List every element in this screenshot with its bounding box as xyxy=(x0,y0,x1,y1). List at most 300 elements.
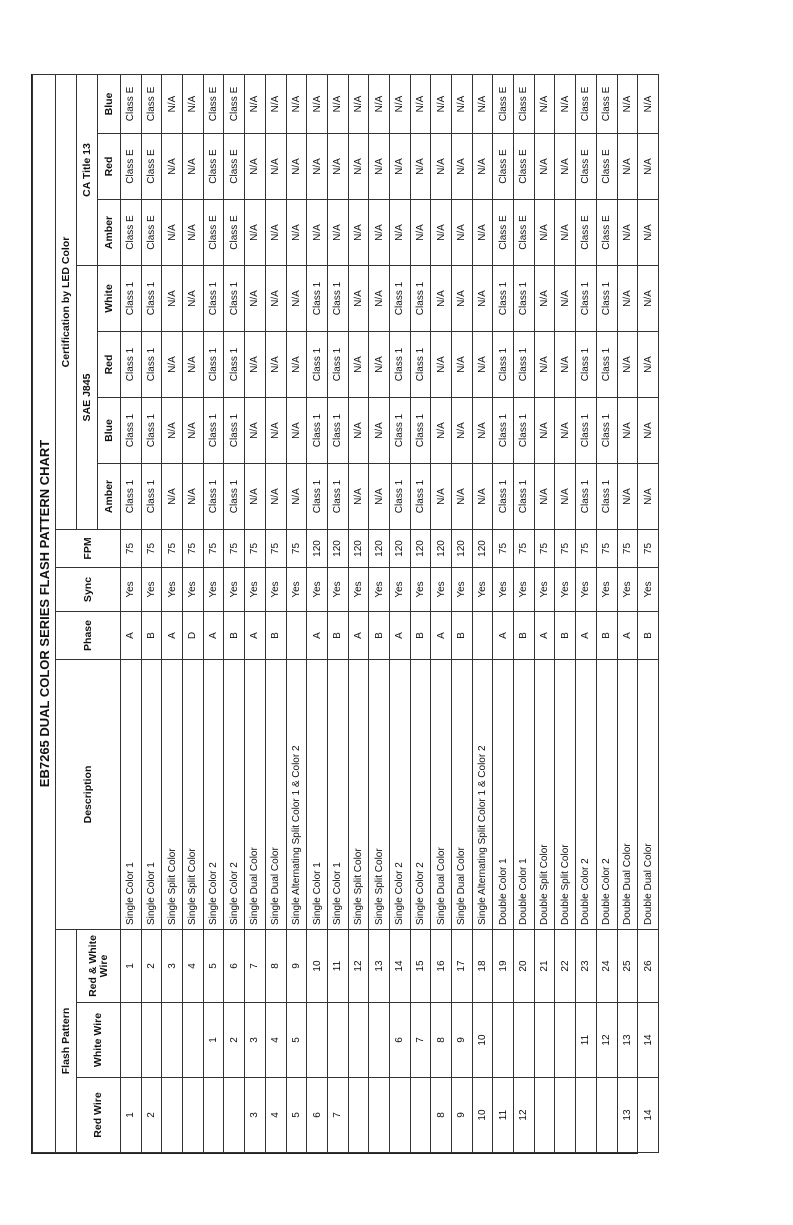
phase-cell: A xyxy=(576,612,597,660)
sync-cell: Yes xyxy=(596,568,617,612)
sae-red-cell: N/A xyxy=(638,332,659,398)
sae-red-cell: Class 1 xyxy=(596,332,617,398)
table-row xyxy=(431,74,452,1152)
fpm-header: FPM xyxy=(56,530,121,568)
sae-red-cell: Class 1 xyxy=(307,332,328,398)
sae-amber-cell: N/A xyxy=(245,464,266,530)
white-wire-header: White Wire xyxy=(77,1003,121,1078)
sae-red-cell: Class 1 xyxy=(203,332,224,398)
sae-amber-cell: N/A xyxy=(431,464,452,530)
description-cell: Double Dual Color xyxy=(617,660,638,930)
red-wire-cell: 5 xyxy=(286,1078,307,1153)
sae-blue-cell: N/A xyxy=(369,398,390,464)
fpm-cell: 75 xyxy=(617,530,638,568)
table-row xyxy=(348,74,369,1152)
sync-cell: Yes xyxy=(638,568,659,612)
white-wire-cell xyxy=(121,1003,142,1078)
sae-amber-cell: Class 1 xyxy=(121,464,142,530)
fpm-cell: 75 xyxy=(555,530,576,568)
ca-amber-cell: N/A xyxy=(286,200,307,266)
sae-blue-cell: Class 1 xyxy=(389,398,410,464)
red-wire-cell: 7 xyxy=(327,1078,348,1153)
white-wire-cell: 7 xyxy=(410,1003,431,1078)
sae-red-cell: Class 1 xyxy=(493,332,514,398)
ca-blue-cell: N/A xyxy=(307,74,328,133)
white-wire-cell: 3 xyxy=(245,1003,266,1078)
white-wire-cell xyxy=(514,1003,535,1078)
sync-cell: Yes xyxy=(265,568,286,612)
sae-red-cell: Class 1 xyxy=(141,332,162,398)
red-wire-cell: 9 xyxy=(452,1078,473,1153)
sae-red-cell: N/A xyxy=(431,332,452,398)
ca-red-cell: Class E xyxy=(493,134,514,200)
phase-cell: A xyxy=(431,612,452,660)
ca-red-cell: Class E xyxy=(596,134,617,200)
sync-cell: Yes xyxy=(141,568,162,612)
sae-red-cell: N/A xyxy=(617,332,638,398)
table-row xyxy=(638,74,659,1152)
sync-cell: Yes xyxy=(286,568,307,612)
sae-amber-cell: N/A xyxy=(617,464,638,530)
white-wire-cell: 2 xyxy=(224,1003,245,1078)
sae-red-cell: N/A xyxy=(162,332,183,398)
sae-white-cell: N/A xyxy=(431,266,452,332)
table-row xyxy=(452,74,473,1152)
red-white-wire-cell: 24 xyxy=(596,930,617,1003)
red-wire-cell: 2 xyxy=(141,1078,162,1153)
ca-amber-cell: N/A xyxy=(369,200,390,266)
ca-red-cell: N/A xyxy=(431,134,452,200)
rotated-chart xyxy=(32,75,654,1153)
sae-blue-cell: N/A xyxy=(452,398,473,464)
fpm-cell: 120 xyxy=(369,530,390,568)
red-wire-cell xyxy=(534,1078,555,1153)
fpm-cell: 75 xyxy=(121,530,142,568)
phase-cell: B xyxy=(514,612,535,660)
sae-blue-cell: N/A xyxy=(534,398,555,464)
phase-cell: B xyxy=(596,612,617,660)
table-row xyxy=(555,74,576,1152)
white-wire-cell: 12 xyxy=(596,1003,617,1078)
red-white-wire-header: Red & White Wire xyxy=(77,930,121,1003)
sae-amber-cell: N/A xyxy=(369,464,390,530)
ca-blue-cell: Class E xyxy=(141,74,162,133)
sae-red-cell: Class 1 xyxy=(389,332,410,398)
description-cell: Single Color 1 xyxy=(121,660,142,930)
sae-blue-cell: Class 1 xyxy=(410,398,431,464)
description-cell: Single Split Color xyxy=(183,660,204,930)
flash-pattern-header: Flash Pattern xyxy=(56,930,77,1153)
ca-red-cell: N/A xyxy=(534,134,555,200)
table-row xyxy=(617,74,638,1152)
description-cell: Double Color 2 xyxy=(576,660,597,930)
ca-amber-cell: N/A xyxy=(327,200,348,266)
sae-amber-header: Amber xyxy=(98,464,121,530)
sae-red-cell: Class 1 xyxy=(121,332,142,398)
phase-cell: B xyxy=(638,612,659,660)
phase-cell: A xyxy=(534,612,555,660)
sae-amber-cell: N/A xyxy=(162,464,183,530)
red-white-wire-cell: 22 xyxy=(555,930,576,1003)
table-row xyxy=(141,74,162,1152)
sync-cell: Yes xyxy=(121,568,142,612)
phase-cell: B xyxy=(410,612,431,660)
sae-blue-cell: Class 1 xyxy=(141,398,162,464)
red-white-wire-cell: 14 xyxy=(389,930,410,1003)
description-cell: Double Color 1 xyxy=(493,660,514,930)
ca-amber-cell: N/A xyxy=(389,200,410,266)
table-row xyxy=(162,74,183,1152)
sae-amber-cell: Class 1 xyxy=(410,464,431,530)
description-cell: Single Dual Color xyxy=(245,660,266,930)
ca-amber-cell: N/A xyxy=(452,200,473,266)
sync-cell: Yes xyxy=(555,568,576,612)
red-white-wire-cell: 25 xyxy=(617,930,638,1003)
description-cell: Single Color 2 xyxy=(203,660,224,930)
table-row xyxy=(534,74,555,1152)
table-row xyxy=(203,74,224,1152)
sae-red-cell: N/A xyxy=(245,332,266,398)
table-row xyxy=(265,74,286,1152)
sae-blue-cell: N/A xyxy=(617,398,638,464)
red-wire-cell: 13 xyxy=(617,1078,638,1153)
red-white-wire-cell: 15 xyxy=(410,930,431,1003)
phase-cell: A xyxy=(493,612,514,660)
red-white-wire-cell: 12 xyxy=(348,930,369,1003)
sae-white-cell: Class 1 xyxy=(141,266,162,332)
sae-blue-cell: Class 1 xyxy=(224,398,245,464)
red-white-wire-cell: 1 xyxy=(121,930,142,1003)
ca-blue-cell: Class E xyxy=(493,74,514,133)
description-cell: Single Color 1 xyxy=(141,660,162,930)
ca-blue-cell: N/A xyxy=(183,74,204,133)
sae-red-cell: N/A xyxy=(265,332,286,398)
sae-red-cell: N/A xyxy=(555,332,576,398)
ca-amber-cell: N/A xyxy=(265,200,286,266)
ca-blue-cell: Class E xyxy=(596,74,617,133)
sae-amber-cell: Class 1 xyxy=(596,464,617,530)
sync-cell: Yes xyxy=(493,568,514,612)
sae-white-cell: Class 1 xyxy=(121,266,142,332)
white-wire-cell: 5 xyxy=(286,1003,307,1078)
white-wire-cell: 6 xyxy=(389,1003,410,1078)
fpm-cell: 75 xyxy=(493,530,514,568)
ca-red-cell: N/A xyxy=(245,134,266,200)
sync-cell: Yes xyxy=(617,568,638,612)
description-cell: Single Alternating Split Color 1 & Color 2 xyxy=(472,660,493,930)
red-wire-cell: 8 xyxy=(431,1078,452,1153)
red-wire-cell xyxy=(183,1078,204,1153)
sae-red-cell: N/A xyxy=(472,332,493,398)
white-wire-cell xyxy=(307,1003,328,1078)
red-white-wire-cell: 6 xyxy=(224,930,245,1003)
phase-cell: A xyxy=(245,612,266,660)
ca-red-cell: Class E xyxy=(514,134,535,200)
phase-cell xyxy=(286,612,307,660)
fpm-cell: 120 xyxy=(348,530,369,568)
fpm-cell: 75 xyxy=(203,530,224,568)
ca-blue-cell: N/A xyxy=(162,74,183,133)
ca-red-cell: N/A xyxy=(327,134,348,200)
red-white-wire-cell: 18 xyxy=(472,930,493,1003)
sync-cell: Yes xyxy=(224,568,245,612)
ca-amber-cell: Class E xyxy=(596,200,617,266)
fpm-cell: 120 xyxy=(327,530,348,568)
red-wire-cell xyxy=(369,1078,390,1153)
flash-pattern-sheet xyxy=(31,74,654,1154)
sae-blue-cell: N/A xyxy=(162,398,183,464)
white-wire-cell xyxy=(555,1003,576,1078)
sync-cell: Yes xyxy=(389,568,410,612)
table-row xyxy=(389,74,410,1152)
sae-blue-cell: Class 1 xyxy=(493,398,514,464)
fpm-cell: 120 xyxy=(410,530,431,568)
table-body xyxy=(121,74,659,1152)
sae-white-cell: N/A xyxy=(348,266,369,332)
sae-red-cell: Class 1 xyxy=(327,332,348,398)
sae-white-cell: N/A xyxy=(555,266,576,332)
ca-blue-cell: N/A xyxy=(348,74,369,133)
white-wire-cell: 4 xyxy=(265,1003,286,1078)
sae-blue-cell: Class 1 xyxy=(514,398,535,464)
table-row xyxy=(369,74,390,1152)
white-wire-cell: 9 xyxy=(452,1003,473,1078)
table-row xyxy=(183,74,204,1152)
sae-j845-header: SAE J845 xyxy=(77,266,98,530)
description-cell: Single Alternating Split Color 1 & Color 2 xyxy=(286,660,307,930)
sae-red-cell: N/A xyxy=(534,332,555,398)
red-white-wire-cell: 20 xyxy=(514,930,535,1003)
sae-white-cell: Class 1 xyxy=(514,266,535,332)
white-wire-cell xyxy=(141,1003,162,1078)
sae-white-cell: N/A xyxy=(472,266,493,332)
red-white-wire-cell: 2 xyxy=(141,930,162,1003)
sae-white-cell: N/A xyxy=(265,266,286,332)
ca-blue-cell: N/A xyxy=(452,74,473,133)
sae-amber-cell: N/A xyxy=(348,464,369,530)
fpm-cell: 75 xyxy=(245,530,266,568)
phase-cell: A xyxy=(348,612,369,660)
ca-amber-cell: N/A xyxy=(245,200,266,266)
phase-cell: B xyxy=(555,612,576,660)
description-cell: Double Split Color xyxy=(534,660,555,930)
description-cell: Single Split Color xyxy=(348,660,369,930)
description-cell: Single Dual Color xyxy=(452,660,473,930)
ca-blue-cell: N/A xyxy=(638,74,659,133)
red-wire-cell: 6 xyxy=(307,1078,328,1153)
white-wire-cell: 14 xyxy=(638,1003,659,1078)
ca-blue-cell: N/A xyxy=(369,74,390,133)
sae-amber-cell: N/A xyxy=(183,464,204,530)
fpm-cell: 75 xyxy=(596,530,617,568)
sae-white-cell: N/A xyxy=(245,266,266,332)
sae-white-cell: Class 1 xyxy=(389,266,410,332)
white-wire-cell: 13 xyxy=(617,1003,638,1078)
sae-white-cell: N/A xyxy=(183,266,204,332)
ca-blue-cell: N/A xyxy=(555,74,576,133)
red-white-wire-cell: 26 xyxy=(638,930,659,1003)
red-wire-cell xyxy=(555,1078,576,1153)
phase-cell: D xyxy=(183,612,204,660)
sync-cell: Yes xyxy=(576,568,597,612)
phase-cell: B xyxy=(327,612,348,660)
ca-amber-cell: N/A xyxy=(307,200,328,266)
sync-cell: Yes xyxy=(431,568,452,612)
sae-amber-cell: Class 1 xyxy=(203,464,224,530)
ca-blue-cell: Class E xyxy=(203,74,224,133)
white-wire-cell xyxy=(348,1003,369,1078)
sae-white-header: White xyxy=(98,266,121,332)
phase-cell: A xyxy=(389,612,410,660)
sae-amber-cell: N/A xyxy=(286,464,307,530)
red-white-wire-cell: 7 xyxy=(245,930,266,1003)
red-white-wire-cell: 8 xyxy=(265,930,286,1003)
sae-blue-cell: Class 1 xyxy=(576,398,597,464)
phase-cell: B xyxy=(369,612,390,660)
red-wire-cell: 3 xyxy=(245,1078,266,1153)
ca-amber-cell: Class E xyxy=(576,200,597,266)
fpm-cell: 120 xyxy=(431,530,452,568)
sae-blue-cell: Class 1 xyxy=(596,398,617,464)
ca-blue-cell: N/A xyxy=(534,74,555,133)
sae-blue-cell: Class 1 xyxy=(203,398,224,464)
ca-amber-cell: N/A xyxy=(162,200,183,266)
ca-red-cell: N/A xyxy=(307,134,328,200)
sync-cell: Yes xyxy=(327,568,348,612)
fpm-cell: 75 xyxy=(162,530,183,568)
red-white-wire-cell: 5 xyxy=(203,930,224,1003)
ca-red-cell: N/A xyxy=(162,134,183,200)
sae-amber-cell: N/A xyxy=(534,464,555,530)
fpm-cell: 75 xyxy=(286,530,307,568)
fpm-cell: 75 xyxy=(141,530,162,568)
sync-cell: Yes xyxy=(162,568,183,612)
ca-red-cell: Class E xyxy=(141,134,162,200)
sae-amber-cell: Class 1 xyxy=(327,464,348,530)
ca-amber-header: Amber xyxy=(98,200,121,266)
red-wire-cell: 14 xyxy=(638,1078,659,1153)
sync-cell: Yes xyxy=(245,568,266,612)
description-cell: Single Color 2 xyxy=(389,660,410,930)
sae-blue-header: Blue xyxy=(98,398,121,464)
phase-cell: A xyxy=(203,612,224,660)
sae-red-header: Red xyxy=(98,332,121,398)
sae-amber-cell: Class 1 xyxy=(493,464,514,530)
red-white-wire-cell: 9 xyxy=(286,930,307,1003)
ca-red-cell: N/A xyxy=(410,134,431,200)
white-wire-cell xyxy=(493,1003,514,1078)
phase-cell: B xyxy=(224,612,245,660)
description-cell: Single Color 2 xyxy=(224,660,245,930)
table-row xyxy=(245,74,266,1152)
sae-red-cell: N/A xyxy=(348,332,369,398)
table-row xyxy=(514,74,535,1152)
sae-amber-cell: N/A xyxy=(472,464,493,530)
fpm-cell: 75 xyxy=(514,530,535,568)
fpm-cell: 120 xyxy=(452,530,473,568)
ca-amber-cell: N/A xyxy=(410,200,431,266)
table-row xyxy=(576,74,597,1152)
ca-blue-cell: N/A xyxy=(431,74,452,133)
ca-red-cell: Class E xyxy=(121,134,142,200)
red-wire-cell xyxy=(576,1078,597,1153)
sync-header: Sync xyxy=(56,568,121,612)
sae-blue-cell: N/A xyxy=(245,398,266,464)
sae-amber-cell: Class 1 xyxy=(307,464,328,530)
fpm-cell: 120 xyxy=(307,530,328,568)
sae-white-cell: Class 1 xyxy=(307,266,328,332)
sae-amber-cell: N/A xyxy=(265,464,286,530)
white-wire-cell xyxy=(162,1003,183,1078)
sae-white-cell: N/A xyxy=(617,266,638,332)
sae-amber-cell: N/A xyxy=(555,464,576,530)
red-wire-cell xyxy=(224,1078,245,1153)
sae-red-cell: Class 1 xyxy=(224,332,245,398)
ca-red-cell: N/A xyxy=(389,134,410,200)
table-row xyxy=(224,74,245,1152)
phase-cell xyxy=(472,612,493,660)
sync-cell: Yes xyxy=(514,568,535,612)
fpm-cell: 75 xyxy=(183,530,204,568)
red-wire-cell xyxy=(203,1078,224,1153)
ca-amber-cell: N/A xyxy=(555,200,576,266)
sae-blue-cell: N/A xyxy=(183,398,204,464)
table-row xyxy=(121,74,142,1152)
ca-blue-cell: Class E xyxy=(514,74,535,133)
ca-blue-cell: Class E xyxy=(121,74,142,133)
ca-blue-cell: N/A xyxy=(389,74,410,133)
sync-cell: Yes xyxy=(203,568,224,612)
sae-white-cell: Class 1 xyxy=(203,266,224,332)
sae-white-cell: N/A xyxy=(534,266,555,332)
red-white-wire-cell: 19 xyxy=(493,930,514,1003)
ca-red-cell: N/A xyxy=(617,134,638,200)
flash-pattern-table xyxy=(32,74,659,1153)
sae-red-cell: N/A xyxy=(286,332,307,398)
sync-cell: Yes xyxy=(183,568,204,612)
phase-cell: A xyxy=(162,612,183,660)
description-cell: Single Dual Color xyxy=(265,660,286,930)
sae-red-cell: N/A xyxy=(452,332,473,398)
red-white-wire-cell: 13 xyxy=(369,930,390,1003)
sae-white-cell: Class 1 xyxy=(493,266,514,332)
table-row xyxy=(307,74,328,1152)
sae-red-cell: Class 1 xyxy=(410,332,431,398)
red-wire-header: Red Wire xyxy=(77,1078,121,1153)
ca-red-cell: Class E xyxy=(203,134,224,200)
phase-cell: A xyxy=(121,612,142,660)
sae-white-cell: N/A xyxy=(638,266,659,332)
table-row xyxy=(410,74,431,1152)
description-cell: Single Color 2 xyxy=(410,660,431,930)
ca-blue-cell: N/A xyxy=(327,74,348,133)
ca-red-cell: N/A xyxy=(638,134,659,200)
ca-blue-cell: N/A xyxy=(265,74,286,133)
sae-amber-cell: Class 1 xyxy=(224,464,245,530)
phase-cell: A xyxy=(617,612,638,660)
description-cell: Double Split Color xyxy=(555,660,576,930)
ca-red-cell: N/A xyxy=(183,134,204,200)
red-wire-cell: 12 xyxy=(514,1078,535,1153)
sae-red-cell: Class 1 xyxy=(576,332,597,398)
red-wire-cell: 10 xyxy=(472,1078,493,1153)
red-wire-cell xyxy=(348,1078,369,1153)
fpm-cell: 120 xyxy=(472,530,493,568)
ca-red-cell: N/A xyxy=(452,134,473,200)
description-cell: Single Color 1 xyxy=(327,660,348,930)
sae-amber-cell: N/A xyxy=(452,464,473,530)
ca-red-cell: N/A xyxy=(286,134,307,200)
